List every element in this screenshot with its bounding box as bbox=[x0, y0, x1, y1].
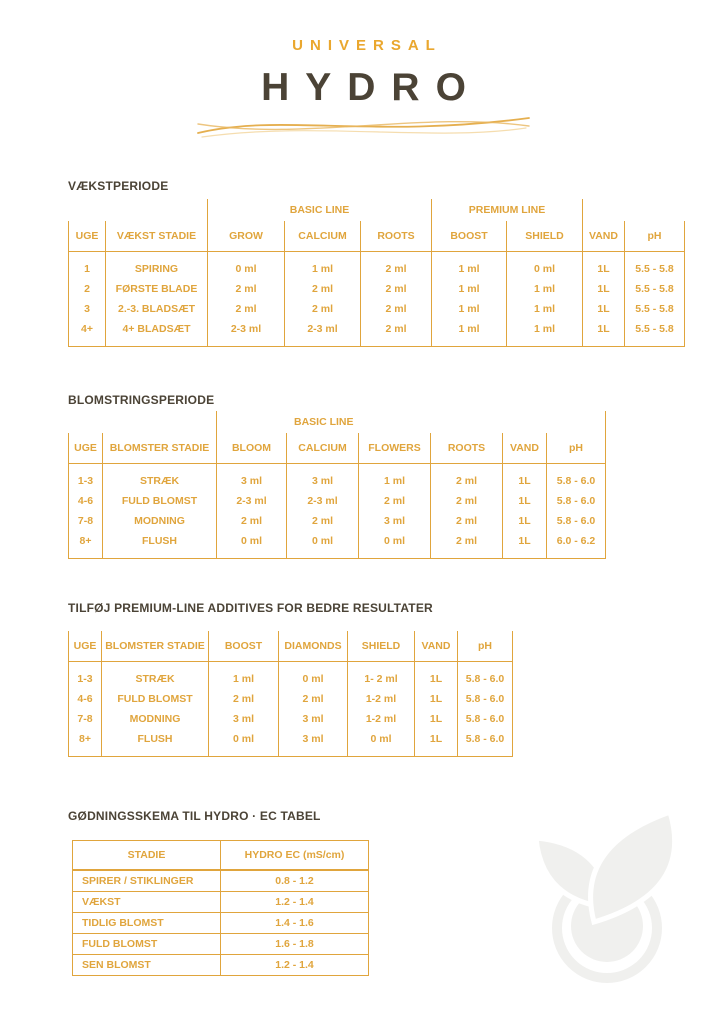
cell: 7-8 bbox=[69, 709, 102, 729]
col-header: FLOWERS bbox=[359, 433, 431, 464]
cell: 2 ml bbox=[431, 464, 503, 492]
cell: 5.5 - 5.8 bbox=[625, 279, 685, 299]
section-bloom-period bbox=[68, 393, 606, 559]
cell: 0.8 - 1.2 bbox=[221, 870, 369, 892]
cell: 1-2 ml bbox=[348, 709, 415, 729]
cell: SEN BLOMST bbox=[73, 955, 221, 976]
col-header: BLOMSTER STADIE bbox=[103, 433, 217, 464]
cell: FULD BLOMST bbox=[102, 689, 209, 709]
group-basic-line: BASIC LINE bbox=[217, 411, 431, 433]
table-row bbox=[73, 913, 369, 934]
cell: 1L bbox=[503, 531, 547, 559]
leaf-logo-watermark bbox=[528, 804, 703, 984]
table-row bbox=[73, 955, 369, 976]
col-header: BOOST bbox=[432, 221, 507, 252]
cell: 2.-3. BLADSÆT bbox=[106, 299, 208, 319]
col-header: SHIELD bbox=[507, 221, 583, 252]
cell: 1L bbox=[583, 279, 625, 299]
cell: 5.8 - 6.0 bbox=[458, 662, 513, 690]
cell: 1L bbox=[583, 252, 625, 280]
cell: 4-6 bbox=[69, 491, 103, 511]
cell: 2-3 ml bbox=[208, 319, 285, 347]
cell: SPIRER / STIKLINGER bbox=[73, 870, 221, 892]
cell: 5.5 - 5.8 bbox=[625, 299, 685, 319]
cell: 2 ml bbox=[208, 299, 285, 319]
cell: 0 ml bbox=[287, 531, 359, 559]
cell: 1L bbox=[503, 511, 547, 531]
col-header: BLOMSTER STADIE bbox=[102, 631, 209, 662]
col-header: VAND bbox=[415, 631, 458, 662]
cell: 2 ml bbox=[361, 252, 432, 280]
cell: 3 ml bbox=[279, 729, 348, 757]
col-header: STADIE bbox=[73, 841, 221, 871]
cell: 1 ml bbox=[209, 662, 279, 690]
cell: 1.2 - 1.4 bbox=[221, 892, 369, 913]
section-title: BLOMSTRINGSPERIODE bbox=[68, 393, 215, 407]
table-row bbox=[69, 531, 606, 559]
cell: 1L bbox=[503, 491, 547, 511]
table-row bbox=[69, 299, 685, 319]
cell: 1.4 - 1.6 bbox=[221, 913, 369, 934]
cell: 3 ml bbox=[209, 709, 279, 729]
col-header: UGE bbox=[69, 631, 102, 662]
table-row bbox=[73, 870, 369, 892]
section-title: VÆKSTPERIODE bbox=[68, 179, 169, 193]
cell: STRÆK bbox=[102, 662, 209, 690]
cell: FLUSH bbox=[102, 729, 209, 757]
col-header: pH bbox=[625, 221, 685, 252]
cell: 2 ml bbox=[217, 511, 287, 531]
group-header-row bbox=[69, 199, 685, 221]
cell: 0 ml bbox=[507, 252, 583, 280]
cell: 2 ml bbox=[359, 491, 431, 511]
group-header-row bbox=[69, 411, 606, 433]
cell: 2-3 ml bbox=[217, 491, 287, 511]
group-basic-line: BASIC LINE bbox=[208, 199, 432, 221]
col-header: CALCIUM bbox=[285, 221, 361, 252]
cell: 0 ml bbox=[348, 729, 415, 757]
header-row bbox=[73, 841, 369, 871]
col-header: GROW bbox=[208, 221, 285, 252]
cell: 2 ml bbox=[431, 511, 503, 531]
cell: 1-2 ml bbox=[348, 689, 415, 709]
swoosh-underline bbox=[196, 111, 531, 145]
table-row bbox=[69, 729, 513, 757]
col-header: UGE bbox=[69, 433, 103, 464]
cell: 2 ml bbox=[361, 299, 432, 319]
cell: 1 ml bbox=[507, 299, 583, 319]
logo bbox=[0, 0, 727, 110]
cell: SPIRING bbox=[106, 252, 208, 280]
cell: 1 bbox=[69, 252, 106, 280]
cell: 8+ bbox=[69, 531, 103, 559]
table-row bbox=[69, 252, 685, 280]
cell: 5.5 - 5.8 bbox=[625, 319, 685, 347]
spacer bbox=[69, 199, 208, 221]
header-row bbox=[69, 433, 606, 464]
cell: 2 ml bbox=[208, 279, 285, 299]
cell: FØRSTE BLADE bbox=[106, 279, 208, 299]
cell: 1 ml bbox=[507, 279, 583, 299]
col-header: SHIELD bbox=[348, 631, 415, 662]
cell: 0 ml bbox=[359, 531, 431, 559]
cell: MODNING bbox=[103, 511, 217, 531]
cell: 3 ml bbox=[287, 464, 359, 492]
cell: 2 ml bbox=[285, 279, 361, 299]
cell: 1 ml bbox=[432, 299, 507, 319]
cell: 3 ml bbox=[359, 511, 431, 531]
section-growth-period bbox=[68, 179, 685, 347]
cell: 1L bbox=[583, 319, 625, 347]
col-header: VÆKST STADIE bbox=[106, 221, 208, 252]
cell: 5.8 - 6.0 bbox=[547, 511, 606, 531]
cell: 1 ml bbox=[507, 319, 583, 347]
col-header: CALCIUM bbox=[287, 433, 359, 464]
cell: 1L bbox=[415, 729, 458, 757]
cell: 1L bbox=[415, 662, 458, 690]
cell: 1 ml bbox=[432, 319, 507, 347]
cell: 3 ml bbox=[217, 464, 287, 492]
additives-table bbox=[68, 631, 513, 757]
group-premium-line: PREMIUM LINE bbox=[432, 199, 583, 221]
table-row bbox=[69, 491, 606, 511]
growth-table bbox=[68, 199, 685, 347]
cell: 1-3 bbox=[69, 662, 102, 690]
cell: 2 bbox=[69, 279, 106, 299]
brand-name: UNIVERSAL bbox=[292, 37, 442, 54]
spacer bbox=[431, 411, 606, 433]
cell: 1.2 - 1.4 bbox=[221, 955, 369, 976]
cell: 2 ml bbox=[209, 689, 279, 709]
table-row bbox=[69, 511, 606, 531]
table-row bbox=[73, 892, 369, 913]
section-premium-additives bbox=[68, 601, 513, 757]
table-row bbox=[69, 464, 606, 492]
col-header: BOOST bbox=[209, 631, 279, 662]
cell: 1L bbox=[415, 709, 458, 729]
cell: 5.8 - 6.0 bbox=[458, 689, 513, 709]
cell: 5.8 - 6.0 bbox=[458, 729, 513, 757]
cell: STRÆK bbox=[103, 464, 217, 492]
cell: FULD BLOMST bbox=[103, 491, 217, 511]
product-name: HYDRO bbox=[261, 66, 482, 109]
cell: 4+ bbox=[69, 319, 106, 347]
cell: 2 ml bbox=[287, 511, 359, 531]
cell: MODNING bbox=[102, 709, 209, 729]
bloom-table bbox=[68, 411, 606, 559]
cell: 1L bbox=[415, 689, 458, 709]
col-header: DIAMONDS bbox=[279, 631, 348, 662]
cell: 2 ml bbox=[431, 491, 503, 511]
cell: 2-3 ml bbox=[285, 319, 361, 347]
cell: 1L bbox=[503, 464, 547, 492]
cell: 5.8 - 6.0 bbox=[458, 709, 513, 729]
cell: 1-3 bbox=[69, 464, 103, 492]
cell: FLUSH bbox=[103, 531, 217, 559]
cell: 3 bbox=[69, 299, 106, 319]
cell: 1.6 - 1.8 bbox=[221, 934, 369, 955]
cell: 1 ml bbox=[432, 252, 507, 280]
header-row bbox=[69, 631, 513, 662]
cell: 5.8 - 6.0 bbox=[547, 491, 606, 511]
cell: FULD BLOMST bbox=[73, 934, 221, 955]
cell: 1- 2 ml bbox=[348, 662, 415, 690]
col-header: HYDRO EC (mS/cm) bbox=[221, 841, 369, 871]
cell: 3 ml bbox=[279, 709, 348, 729]
spacer bbox=[69, 411, 217, 433]
col-header: ROOTS bbox=[431, 433, 503, 464]
cell: 7-8 bbox=[69, 511, 103, 531]
col-header: VAND bbox=[583, 221, 625, 252]
section-ec-table bbox=[68, 809, 369, 976]
header-row bbox=[69, 221, 685, 252]
cell: 0 ml bbox=[217, 531, 287, 559]
col-header: pH bbox=[547, 433, 606, 464]
cell: 0 ml bbox=[209, 729, 279, 757]
table-row bbox=[69, 662, 513, 690]
cell: 1 ml bbox=[432, 279, 507, 299]
col-header: pH bbox=[458, 631, 513, 662]
cell: 4+ BLADSÆT bbox=[106, 319, 208, 347]
col-header: BLOOM bbox=[217, 433, 287, 464]
cell: 6.0 - 6.2 bbox=[547, 531, 606, 559]
table-row bbox=[69, 689, 513, 709]
cell: 1 ml bbox=[285, 252, 361, 280]
cell: 1 ml bbox=[359, 464, 431, 492]
cell: TIDLIG BLOMST bbox=[73, 913, 221, 934]
table-row bbox=[69, 319, 685, 347]
cell: 2 ml bbox=[361, 319, 432, 347]
cell: 2 ml bbox=[285, 299, 361, 319]
cell: 8+ bbox=[69, 729, 102, 757]
cell: 2 ml bbox=[431, 531, 503, 559]
table-row bbox=[69, 709, 513, 729]
cell: 5.8 - 6.0 bbox=[547, 464, 606, 492]
spacer bbox=[583, 199, 685, 221]
cell: 2 ml bbox=[361, 279, 432, 299]
cell: 0 ml bbox=[279, 662, 348, 690]
table-row bbox=[69, 279, 685, 299]
ec-table bbox=[72, 840, 369, 976]
table-row bbox=[73, 934, 369, 955]
cell: 4-6 bbox=[69, 689, 102, 709]
cell: 5.5 - 5.8 bbox=[625, 252, 685, 280]
col-header: ROOTS bbox=[361, 221, 432, 252]
section-title: TILFØJ PREMIUM-LINE ADDITIVES FOR BEDRE RESULTATER bbox=[68, 601, 433, 615]
col-header: VAND bbox=[503, 433, 547, 464]
section-title: GØDNINGSSKEMA TIL HYDRO · EC TABEL bbox=[68, 809, 321, 823]
cell: 2-3 ml bbox=[287, 491, 359, 511]
cell: VÆKST bbox=[73, 892, 221, 913]
cell: 0 ml bbox=[208, 252, 285, 280]
col-header: UGE bbox=[69, 221, 106, 252]
cell: 1L bbox=[583, 299, 625, 319]
cell: 2 ml bbox=[279, 689, 348, 709]
